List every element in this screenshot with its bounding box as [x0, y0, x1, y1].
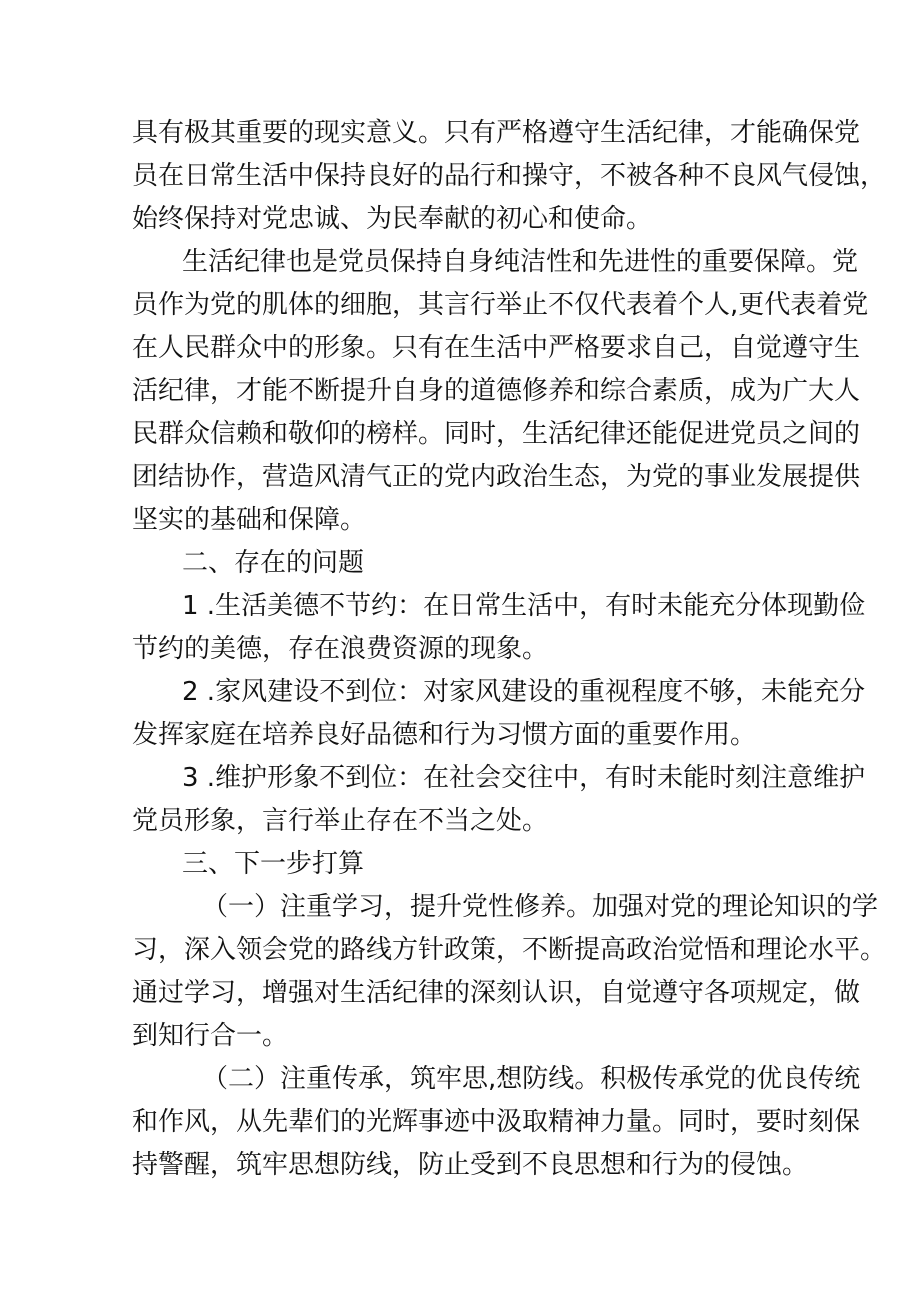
paragraph-line: 通过学习，增强对生活纪律的深刻认识，自觉遵守各项规定，做 [132, 978, 861, 1008]
paragraph [132, 112, 887, 241]
paragraph [132, 757, 866, 843]
paragraph-line: 团结协作，营造风清气正的党内政治生态，为党的事业发展提供 [132, 462, 861, 492]
paragraph-line: 和作风，从先辈们的光辉事迹中汲取精神力量。同时，要时刻保 [132, 1107, 861, 1137]
paragraph-line: （二）注重传承，筑牢思,想防线。积极传承党的优良传统 [202, 1064, 861, 1094]
paragraph-line: 员作为党的肌体的细胞，其言行举止不仅代表着个人,更代表着党 [132, 290, 869, 320]
paragraph-line: 生活纪律也是党员保持自身纯洁性和先进性的重要保障。党 [182, 247, 859, 277]
paragraph-line: 始终保持对党忠诚、为民奉献的初心和使命。 [132, 204, 653, 234]
paragraph [132, 542, 812, 585]
paragraph-line: 三、下一步打算 [182, 849, 365, 879]
paragraph-line: 节约的美德，存在浪费资源的现象。 [132, 634, 549, 664]
paragraph-line: 二、存在的问题 [182, 548, 365, 578]
paragraph-line: 发挥家庭在培养良好品德和行为习惯方面的重要作用。 [132, 720, 757, 750]
paragraph-line: 2 .家风建设不到位：对家风建设的重视程度不够，未能充分 [182, 677, 866, 707]
paragraph [132, 1058, 861, 1187]
paragraph-line: 习，深入领会党的路线方针政策，不断提高政治觉悟和理论水平。 [132, 935, 887, 965]
paragraph [132, 241, 869, 542]
paragraph-line: 坚实的基础和保障。 [132, 505, 367, 535]
paragraph-line: 持警醒，筑牢思想防线，防止受到不良思想和行为的侵蚀。 [132, 1150, 809, 1180]
paragraph-line: （一）注重学习，提升党性修养。加强对党的理论知识的学 [202, 892, 879, 922]
paragraph-line: 活纪律，才能不断提升自身的道德修养和综合素质，成为广大人 [132, 376, 861, 406]
paragraph-line: 1 .生活美德不节约：在日常生活中，有时未能充分体现勤俭 [182, 591, 866, 621]
paragraph [132, 585, 866, 671]
paragraph-line: 3 .维护形象不到位：在社会交往中，有时未能时刻注意维护 [182, 763, 866, 793]
paragraph [132, 671, 866, 757]
paragraph-line: 在人民群众中的形象。只有在生活中严格要求自己，自觉遵守生 [132, 333, 861, 363]
paragraph-line: 民群众信赖和敬仰的榜样。同时，生活纪律还能促进党员之间的 [132, 419, 861, 449]
paragraph [132, 886, 887, 1058]
document-body [132, 112, 887, 1187]
paragraph-line: 到知行合一。 [132, 1021, 289, 1051]
paragraph-line: 党员形象，言行举止存在不当之处。 [132, 806, 549, 836]
paragraph [132, 843, 812, 886]
paragraph-line: 具有极其重要的现实意义。只有严格遵守生活纪律，才能确保党 [132, 118, 861, 148]
paragraph-line: 员在日常生活中保持良好的品行和操守，不被各种不良风气侵蚀， [132, 161, 887, 191]
